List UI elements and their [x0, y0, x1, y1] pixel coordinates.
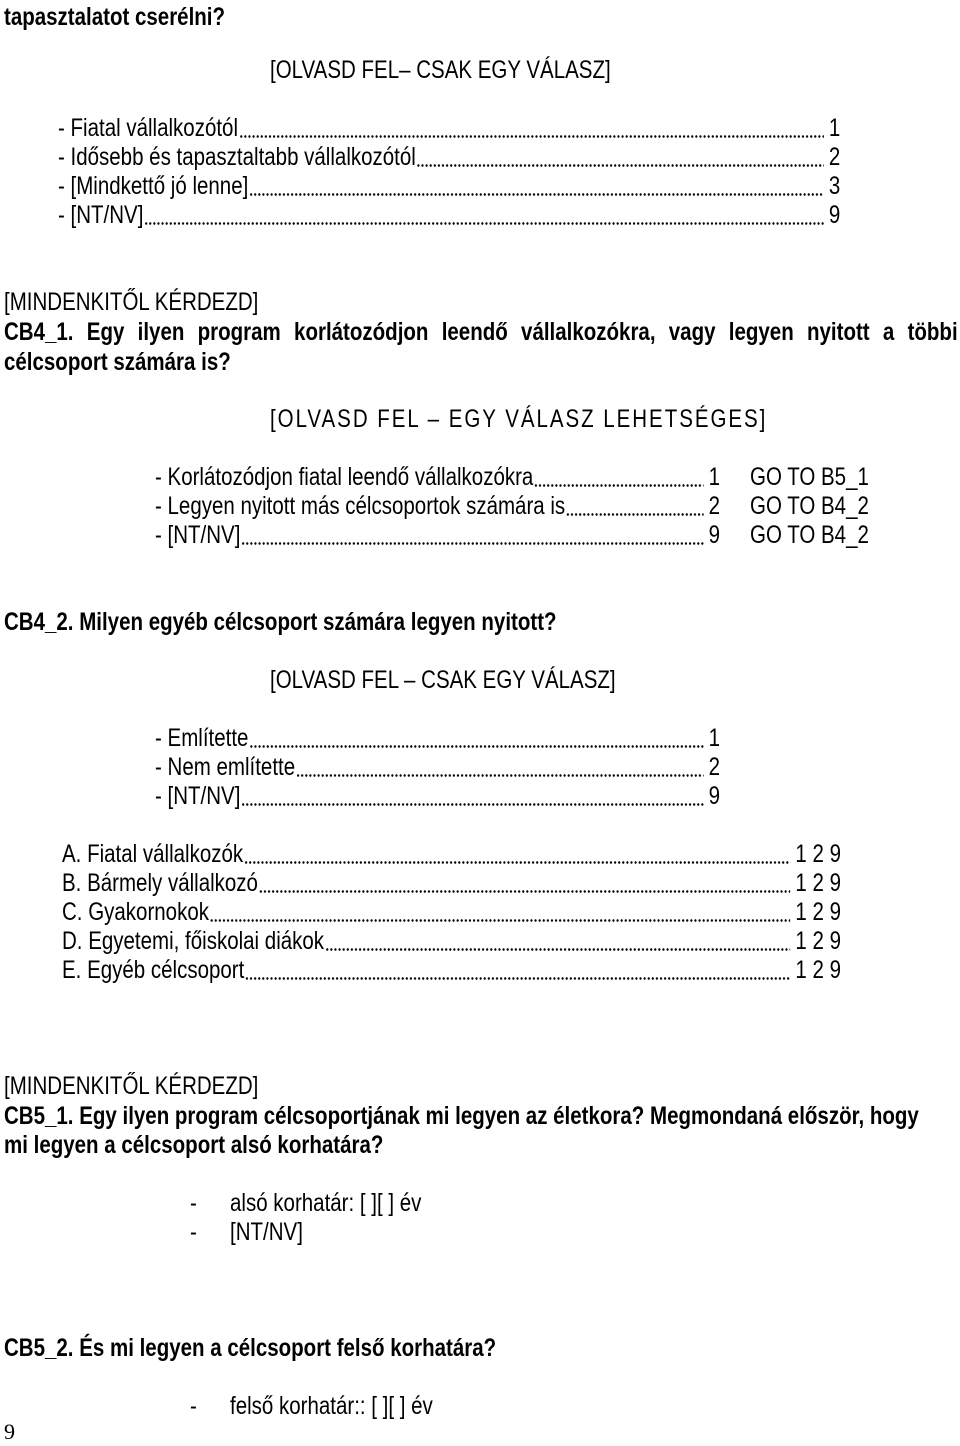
previous-question-tail: tapasztalatot cserélni?	[4, 3, 226, 31]
dot-leader	[566, 492, 704, 521]
grid-item-label: D. Egyetemi, főiskolai diákok	[62, 927, 325, 955]
goto-instruction: GO TO B5_1	[750, 463, 869, 491]
dot-leader	[241, 782, 703, 811]
grid-item-label: E. Egyéb célcsoport	[62, 956, 245, 984]
answer-field-label: [NT/NV]	[230, 1218, 303, 1246]
filter-instruction: [MINDENKITŐL KÉRDEZD]	[4, 1072, 259, 1100]
option-row	[155, 782, 720, 811]
option-row	[58, 114, 840, 143]
interviewer-instruction: [OLVASD FEL – CSAK EGY VÁLASZ]	[270, 666, 616, 694]
option-label: - Említette	[155, 724, 249, 752]
answer-field-label: alsó korhatár: [ ][ ] év	[230, 1189, 422, 1217]
option-row	[155, 463, 720, 492]
grid-item-codes: 1 2 9	[795, 927, 841, 955]
grid-item-codes: 1 2 9	[795, 840, 841, 868]
dot-leader	[241, 521, 703, 550]
option-code: 9	[828, 201, 841, 229]
dot-leader	[239, 114, 824, 143]
option-label: - [NT/NV]	[155, 521, 241, 549]
dot-leader	[249, 724, 703, 753]
interviewer-instruction: [OLVASD FEL– CSAK EGY VÁLASZ]	[270, 56, 611, 84]
page-number: 9	[4, 1419, 15, 1444]
option-code: 2	[828, 143, 841, 171]
grid-item-label: B. Bármely vállalkozó	[62, 869, 258, 897]
grid-row	[62, 956, 841, 985]
option-row	[155, 492, 720, 521]
option-row	[155, 724, 720, 753]
answer-bullet: -	[190, 1189, 197, 1217]
option-label: - Fiatal vállalkozótól	[58, 114, 239, 142]
grid-row	[62, 898, 841, 927]
option-row	[58, 201, 840, 230]
option-label: - Korlátozódjon fiatal leendő vállalkozókra	[155, 463, 534, 491]
goto-instruction: GO TO B4_2	[750, 521, 869, 549]
question-text: CB5_2. És mi legyen a célcsoport felső korhatára?	[4, 1334, 497, 1362]
option-code: 1	[828, 114, 841, 142]
question-text: CB4_2. Milyen egyéb célcsoport számára legyen nyitott?	[4, 608, 557, 636]
grid-row	[62, 869, 841, 898]
dot-leader	[249, 172, 824, 201]
grid-row	[62, 927, 841, 956]
option-code: 9	[708, 521, 720, 549]
question-text-line: CB5_1. Egy ilyen program célcsoportjának mi legyen az életkora? Megmondaná először, hogy	[4, 1102, 919, 1130]
dot-leader	[245, 956, 790, 985]
question-text-line: mi legyen a célcsoport alsó korhatára?	[4, 1131, 384, 1159]
option-code: 3	[828, 172, 841, 200]
grid-item-codes: 1 2 9	[795, 869, 841, 897]
question-text-line: célcsoport számára is?	[4, 348, 231, 376]
option-code: 2	[708, 753, 720, 781]
dot-leader	[244, 840, 790, 869]
answer-bullet: -	[190, 1218, 197, 1246]
grid-item-codes: 1 2 9	[795, 898, 841, 926]
grid-item-codes: 1 2 9	[795, 956, 841, 984]
question-text-line: CB4_1. Egy ilyen program korlátozódjon leendő vállalkozókra, vagy legyen nyitott a többi	[4, 318, 958, 346]
option-label: - [NT/NV]	[155, 782, 241, 810]
option-row	[155, 521, 720, 550]
grid-item-label: A. Fiatal vállalkozók	[62, 840, 244, 868]
answer-field-label: felső korhatár:: [ ][ ] év	[230, 1392, 433, 1420]
dot-leader	[259, 869, 791, 898]
option-label: - Idősebb és tapasztaltabb vállalkozótól	[58, 143, 416, 171]
option-row	[58, 143, 840, 172]
option-label: - [NT/NV]	[58, 201, 144, 229]
option-code: 9	[708, 782, 720, 810]
goto-instruction: GO TO B4_2	[750, 492, 869, 520]
answer-bullet: -	[190, 1392, 197, 1420]
dot-leader	[144, 201, 824, 230]
dot-leader	[417, 143, 824, 172]
option-label: - Legyen nyitott más célcsoportok számára is	[155, 492, 566, 520]
grid-item-label: C. Gyakornokok	[62, 898, 209, 926]
dot-leader	[534, 463, 703, 492]
dot-leader	[210, 898, 791, 927]
option-label: - [Mindkettő jó lenne]	[58, 172, 249, 200]
option-label: - Nem említette	[155, 753, 296, 781]
dot-leader	[296, 753, 704, 782]
filter-instruction: [MINDENKITŐL KÉRDEZD]	[4, 288, 259, 316]
grid-row	[62, 840, 841, 869]
option-code: 1	[708, 724, 720, 752]
interviewer-instruction: [OLVASD FEL – EGY VÁLASZ LEHETSÉGES]	[270, 405, 768, 433]
option-code: 1	[708, 463, 720, 491]
dot-leader	[325, 927, 791, 956]
option-row	[58, 172, 840, 201]
option-code: 2	[708, 492, 720, 520]
option-row	[155, 753, 720, 782]
